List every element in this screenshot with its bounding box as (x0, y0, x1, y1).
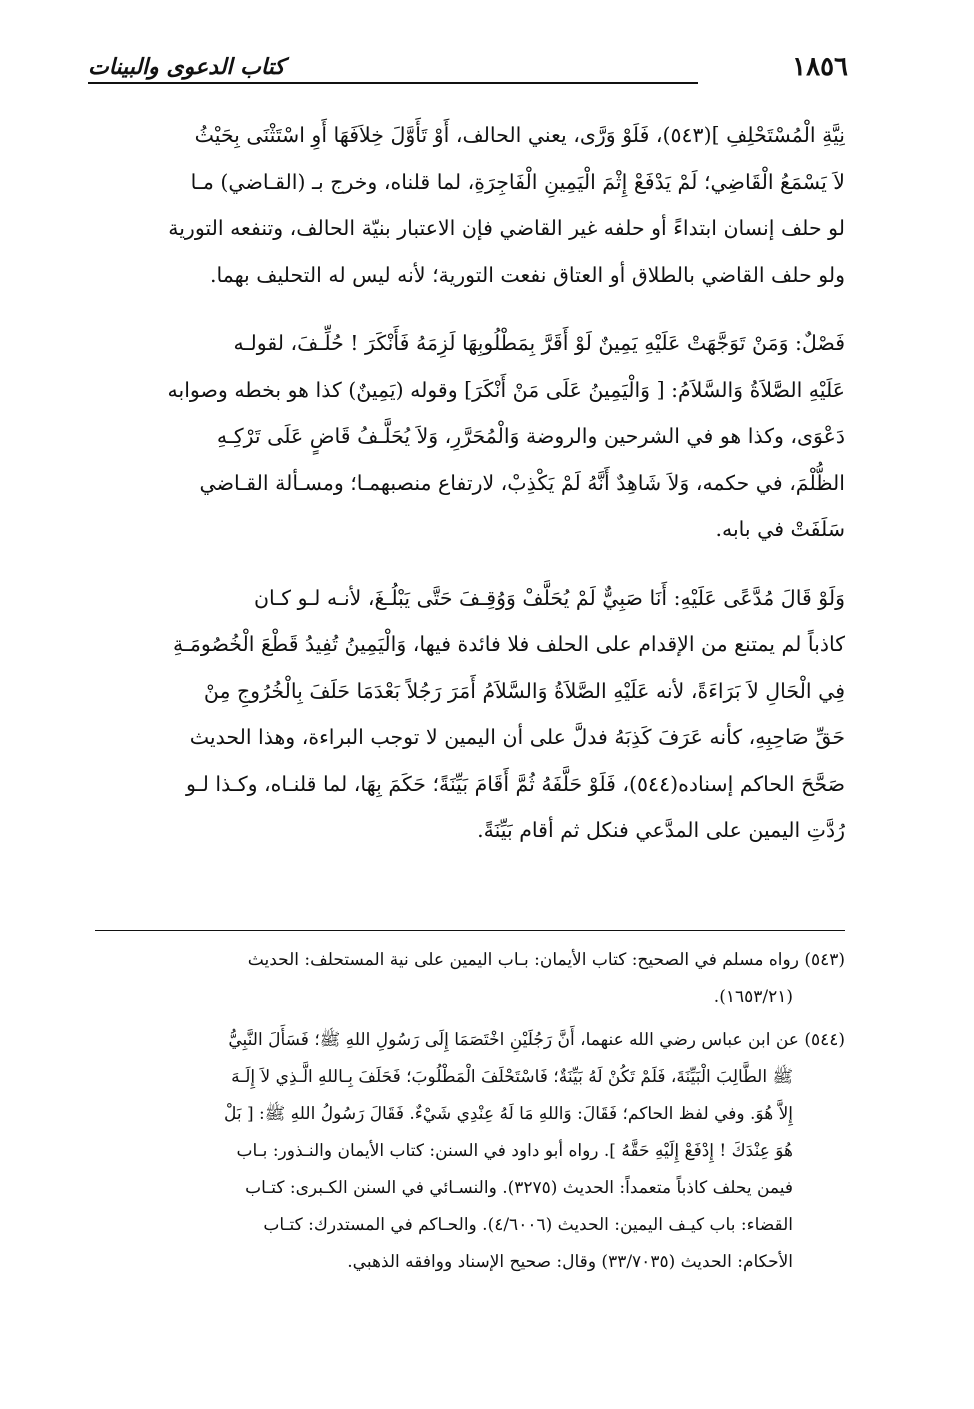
page-number: ١٨٥٦ (792, 52, 848, 82)
footnotes (95, 942, 845, 1287)
footnote-line: هُوَ عِنْدَكَ ! إِدْفَعْ إِلَيْهِ حَقَّهُ ]. رواه أبو داود في السنن: كتاب الأيمان والنـذور: بـاب (236, 1141, 793, 1161)
running-title: كتاب الدعوى والبينات (88, 54, 285, 80)
text-line: صَحَّحَ الحاكم إسناده(٥٤٤)، فَلَوْ حَلَّفَهُ ثُمَّ أَقَامَ بَيِّنَةً؛ حَكَمَ بِهَا، لما قلنـاه، وكـذا لـو (186, 771, 845, 796)
text-line: دَعْوَى، وكذا هو في الشرحين والروضة وَالْمُحَرَّرِ، وَلاَ يُحَلَّـفُ قَاضٍ عَلَى تَرْكِـهِ (216, 424, 845, 448)
text-line: الظُّلْمَ، في حكمه، وَلاَ شَاهِدٌ أَنَّهُ لَمْ يَكْذِبْ، لارتفاع منصبهمـا؛ ومسـألة القـاضي (199, 470, 845, 495)
text-line: لاَ يَسْمَعُ الْقَاضِي؛ لَمْ يَدْفَعْ إِثْمَ الْيَمِينِ الْفَاجِرَةِ، لما قلناه، وخرج بـ (القـاضي) مـا (190, 169, 845, 194)
text-line: رُدَّتِ اليمين على المدَّعي فنكل ثم أقام بَيِّنَةً. (477, 818, 845, 842)
text-line: عَلَيْهِ الصَّلاَةُ وَالسَّلاَمُ: [ وَالْيَمِينُ عَلَى مَنْ أَنْكَرَ] وقوله (يَمِينٌ) كذا هو بخطه وصوابه (167, 377, 845, 402)
paragraph-fasl (95, 320, 845, 553)
footnote-separator (95, 930, 845, 931)
paragraph-nية (95, 112, 845, 298)
footnote-line: الأحكام: الحديث (٣٣/٧٠٣٥) وقال: صحيح الإسناد ووافقه الذهبي. (347, 1252, 793, 1272)
footnote-line: (١٦٥٣/٢١). (713, 987, 793, 1007)
header-rule (88, 82, 698, 84)
footnote-line: إِلاَّ هُوَ. وفي لفظ الحاكم؛ فَقَالَ: وَاللهِ مَا لَهُ عِنْدِي شَيْءٌ. فَقَالَ رَسُولُ اللهِ ﷺ: [ بَلْ (223, 1104, 793, 1124)
text-line: لو حلف إنسان ابتداءً أو حلفه غير القاضي فإن الاعتبار بنيّة الحالف، وتنفعه التورية (168, 216, 845, 240)
footnote-543 (95, 942, 845, 1016)
text-line: نِيَّةِ الْمُسْتَحْلِفِ ](٥٤٣)، فَلَوْ وَرَّى، يعني الحالف، أَوْ تَأَوَّلَ خِلاَفَهَا أَوِ اسْتَثْنَى بِحَيْثُ (194, 123, 845, 147)
text-line: وَلَوْ قَالَ مُدَّعًى عَلَيْهِ: أَنَا صَبِيٌّ لَمْ يُحَلَّفْ وَوُقِـفَ حَتَّى يَبْلُـغَ، لأنـه لـو كـان (254, 585, 845, 610)
footnote-line: فيمن يحلف كاذباً متعمداً: الحديث (٣٢٧٥). والنسـائي في السنن الكـبرى: كتـاب (245, 1178, 793, 1198)
text-line: كاذباً لم يمتنع من الإقدام على الحلف فلا فائدة فيها، وَالْيَمِينُ تُفِيدُ قَطْعَ الْخُصُومَـةِ (172, 632, 845, 656)
text-line: فَصْلٌ: وَمَنْ تَوَجَّهَتْ عَلَيْهِ يَمِينٌ لَوْ أَقَرَّ بِمَطْلُوبِهَا لَزِمَهُ فَأَنْكَرَ ! حُلِّـفَ، لقولـه (233, 331, 845, 355)
footnote-line: (٥٤٤) عن ابن عباس رضي الله عنهما، أَنَّ رَجُلَيْنِ اخْتَصَمَا إِلَى رَسُولِ اللهِ ﷺ؛ فَسَأَلَ النَّبِيُّ (228, 1030, 845, 1050)
footnote-line: القضاء: باب كيـف اليمين: الحديث (٤/٦٠٠٦). والحـاكم في المستدرك: كتـاب (263, 1215, 793, 1235)
page-header (88, 52, 848, 92)
footnote-544 (95, 1022, 845, 1281)
text-line: ولو حلف القاضي بالطلاق أو العتاق نفعت التورية؛ لأنه ليس له التحليف بهما. (209, 262, 845, 287)
main-text (95, 112, 845, 876)
footnote-line: (٥٤٣) رواه مسلم في الصحيح: كتاب الأيمان: بـاب اليمين على نية المستحلف: الحديث (247, 950, 845, 970)
text-line: حَقِّ صَاحِبِهِ، كأنه عَرَفَ كَذِبَهُ فدلَّ على أن اليمين لا توجب البراءة، وهذا الحديث (189, 725, 845, 749)
footnote-line: ﷺ الطَّالِبَ الْبَيِّنَةَ، فَلَمْ تَكُنْ لَهُ بَيِّنَةٌ؛ فَاسْتَحْلَفَ الْمَطْلُوبَ؛ فَحَلَفَ بِـاللهِ الَّـذِي لاَ إِلَـهَ (231, 1067, 793, 1087)
text-line: سَلَفَتْ في بابه. (715, 517, 845, 541)
text-line: فِي الْحَالِ لاَ بَرَاءَةً، لأنه عَلَيْهِ الصَّلاَةُ وَالسَّلاَمُ أَمَرَ رَجُلاً بَعْدَمَا حَلَفَ بِالْخُرُوجِ مِنْ (203, 678, 845, 703)
paragraph-sabi (95, 575, 845, 854)
